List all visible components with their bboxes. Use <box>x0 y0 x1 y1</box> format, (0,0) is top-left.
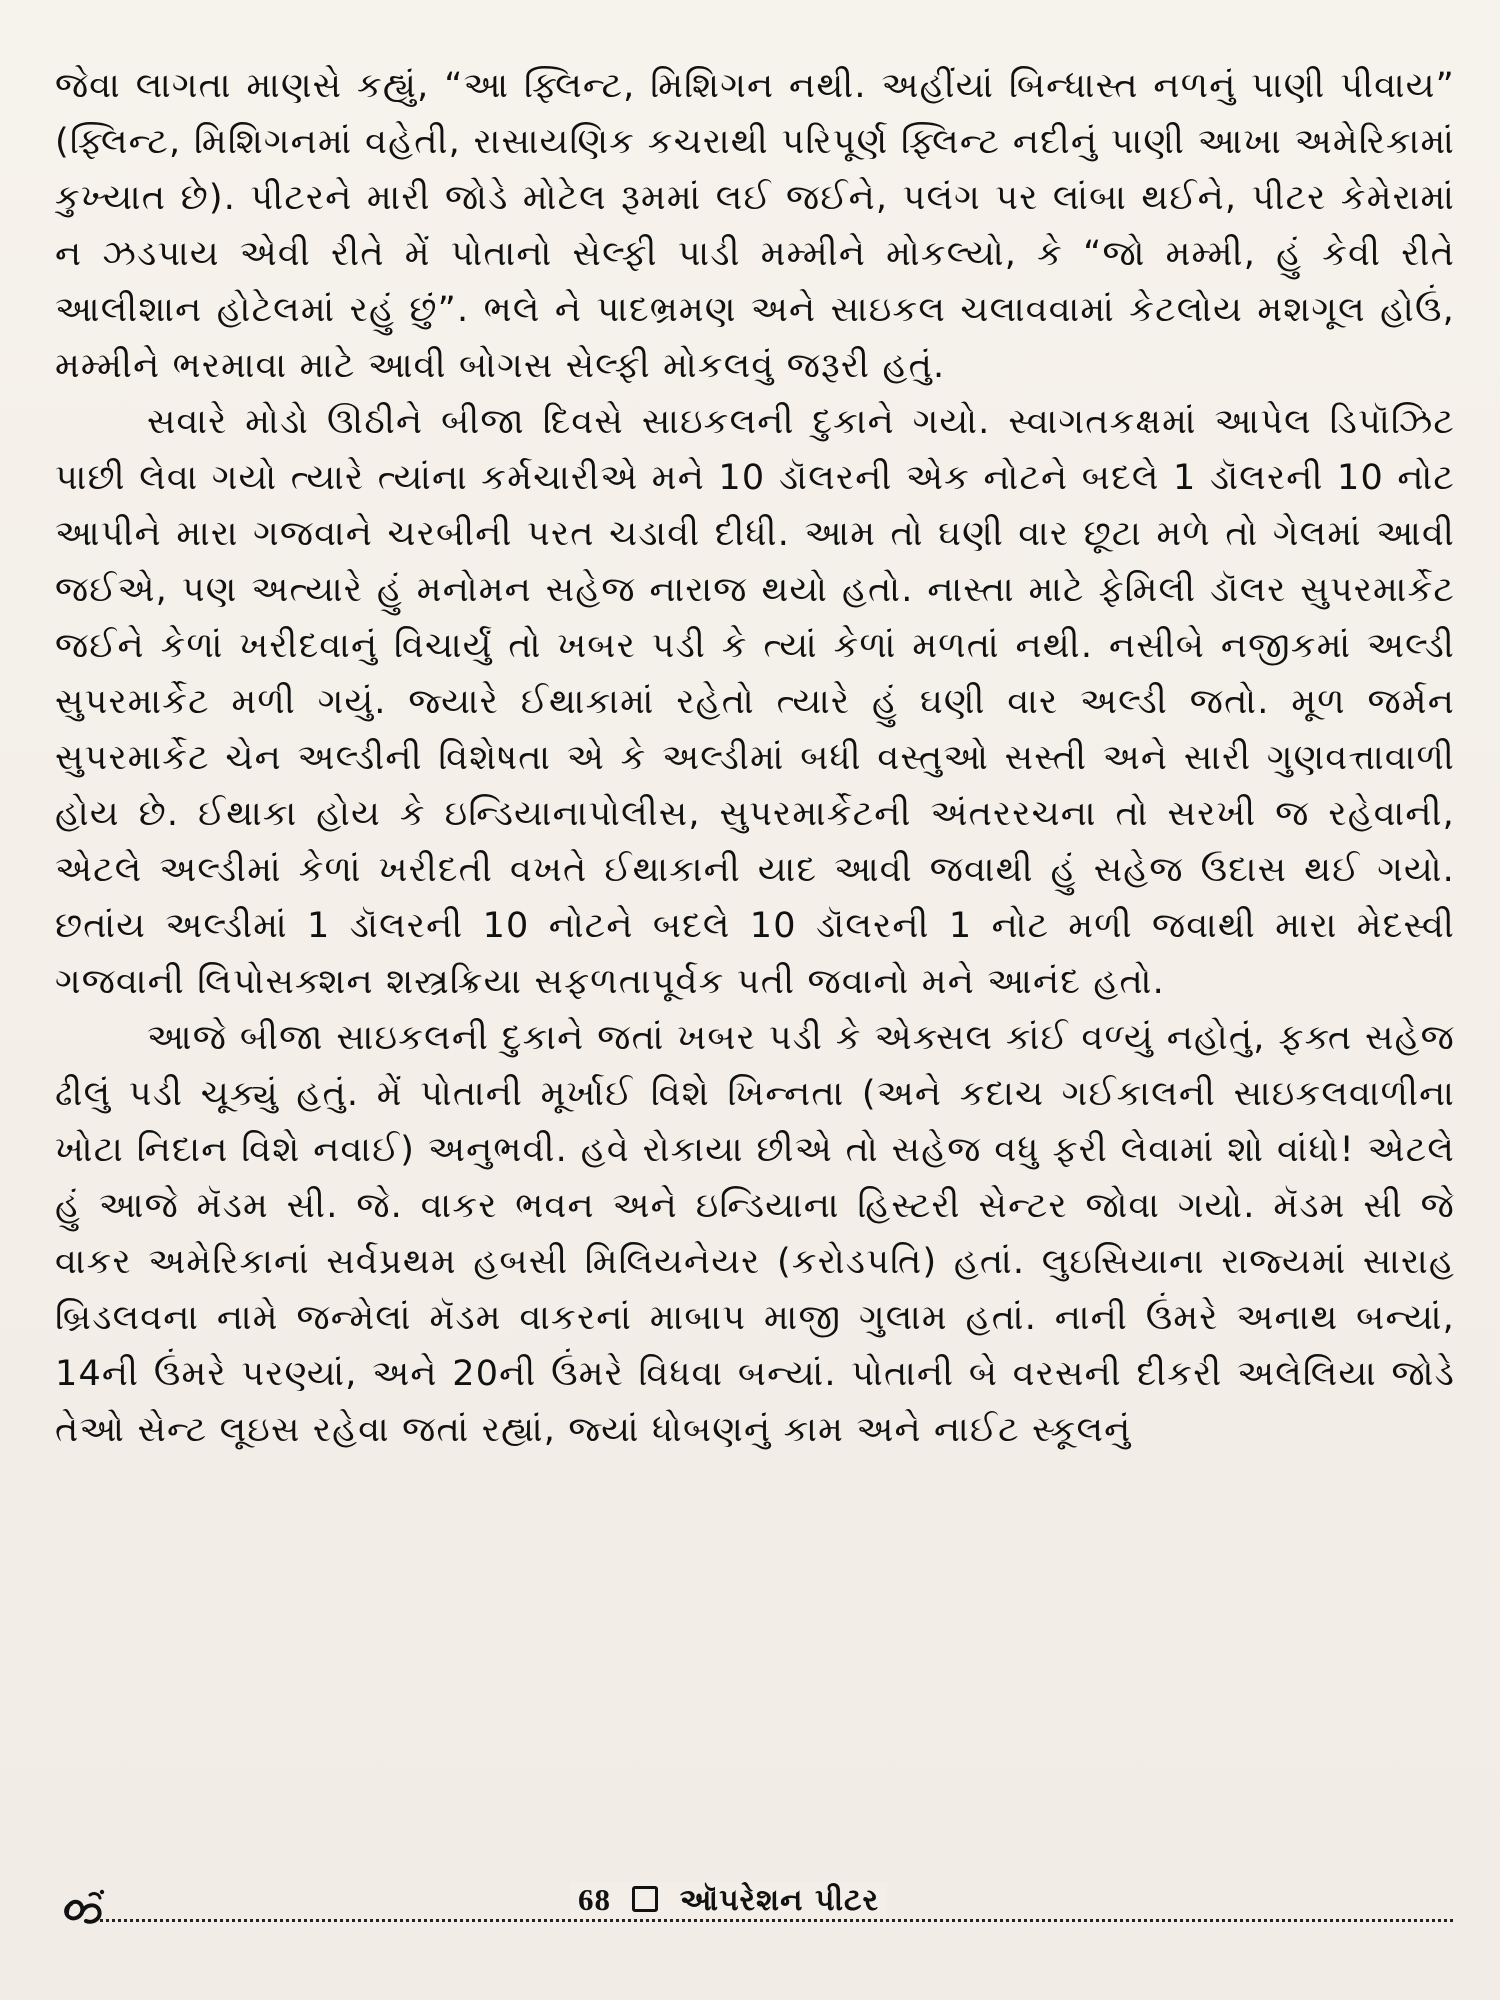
book-title: ઑપરેશન પીટર <box>679 1883 879 1918</box>
body-text <box>55 58 1455 1758</box>
footer-title <box>570 1882 887 1918</box>
om-symbol-icon <box>60 1887 108 1931</box>
page-footer <box>60 1882 1453 1938</box>
paragraph-3: આજે બીજા સાઇકલની દુકાને જતાં ખબર પડી કે એક્સલ કાંઈ વળ્યું નહોતું, ફક્ત સહેજ ઢીલું પડી ચૂક્યું હતું. મેં પોતાની મૂર્ખાઈ વિશે ખિન્નતા (અને કદાચ ગઈકાલની સાઇકલવાળીના ખોટા નિદાન વિશે નવાઈ) અનુભવી. હવે રોકાયા છીએ તો સહેજ વધુ ફરી લેવામાં શો વાંધો! એટલે હું આજે મૅડમ સી. જે. વાકર ભવન અને ઇન્ડિયાના હિસ્ટરી સેન્ટર જોવા ગયો. મૅડમ સી જે વાકર અમેરિકાનાં સર્વપ્રથમ હબસી મિલિયનેયર (કરોડપતિ) હતાં. લુઇસિયાના રાજ્યમાં સારાહ બ્રિડલવના નામે જન્મેલાં મૅડમ વાકરનાં માબાપ માજી ગુલામ હતાં. નાની ઉંમરે અનાથ બન્યાં, 14ની ઉંમરે પરણ્યાં, અને 20ની ઉંમરે વિધવા બન્યાં. પોતાની બે વરસની દીકરી અલેલિયા જોડે તેઓ સેન્ટ લૂઇસ રહેવા જતાં રહ્યાં, જ્યાં ધોબણનું કામ અને નાઈટ સ્કૂલનું <box>55 1018 1455 1450</box>
paragraph-2: સવારે મોડો ઊઠીને બીજા દિવસે સાઇકલની દુકાને ગયો. સ્વાગતકક્ષમાં આપેલ ડિપૉઝિટ પાછી લેવા ગયો ત્યારે ત્યાંના કર્મચારીએ મને 10 ડૉલરની એક નોટને બદલે 1 ડૉલરની 10 નોટ આપીને મારા ગજવાને ચરબીની પરત ચડાવી દીધી. આમ તો ઘણી વાર છૂટા મળે તો ગેલમાં આવી જઈએ, પણ અત્યારે હું મનોમન સહેજ નારાજ થયો હતો. નાસ્તા માટે ફેમિલી ડૉલર સુપરમાર્કેટ જઈને કેળાં ખરીદવાનું વિચાર્યું તો ખબર પડી કે ત્યાં કેળાં મળતાં નથી. નસીબે નજીકમાં અલ્ડી સુપરમાર્કેટ મળી ગયું. જ્યારે ઈથાકામાં રહેતો ત્યારે હું ઘણી વાર અલ્ડી જતો. મૂળ જર્મન સુપરમાર્કેટ ચેન અલ્ડીની વિશેષતા એ કે અલ્ડીમાં બધી વસ્તુઓ સસ્તી અને સારી ગુણવત્તાવાળી હોય છે. ઈથાકા હોય કે ઇન્ડિયાનાપોલીસ, સુપરમાર્કેટની અંતરરચના તો સરખી જ રહેવાની, એટલે અલ્ડીમાં કેળાં ખરીદતી વખતે ઈથાકાની યાદ આવી જવાથી હું સહેજ ઉદાસ થઈ ગયો. છતાંય અલ્ડીમાં 1 ડૉલરની 10 નોટને બદલે 10 ડૉલરની 1 નોટ મળી જવાથી મારા મેદસ્વી ગજવાની લિપોસક્શન શસ્ત્રક્રિયા સફળતાપૂર્વક પતી જવાનો મને આનંદ હતો. <box>55 402 1455 1002</box>
square-box-icon <box>632 1886 658 1912</box>
footer-dotted-rule <box>100 1919 1453 1922</box>
page-number: 68 <box>578 1882 611 1917</box>
paragraph-1: જેવા લાગતા માણસે કહ્યું, “આ ફ્લિન્ટ, મિશિગન નથી. અહીંયાં બિન્ધાસ્ત નળનું પાણી પીવાય” (ફ્લિન્ટ, મિશિગનમાં વહેતી, રાસાયણિક કચરાથી પરિપૂર્ણ ફ્લિન્ટ નદીનું પાણી આખા અમેરિકામાં કુખ્યાત છે). પીટરને મારી જોડે મોટેલ રૂમમાં લઈ જઈને, પલંગ પર લાંબા થઈને, પીટર કેમેરામાં ન ઝડપાય એવી રીતે મેં પોતાનો સેલ્ફી પાડી મમ્મીને મોકલ્યો, કે “જો મમ્મી, હું કેવી રીતે આલીશાન હોટેલમાં રહું છું”. ભલે ને પાદભ્રમણ અને સાઇકલ ચલાવવામાં કેટલોય મશગૂલ હોઉં, મમ્મીને ભરમાવા માટે આવી બોગસ સેલ્ફી મોકલવું જરૂરી હતું. <box>55 66 1455 386</box>
